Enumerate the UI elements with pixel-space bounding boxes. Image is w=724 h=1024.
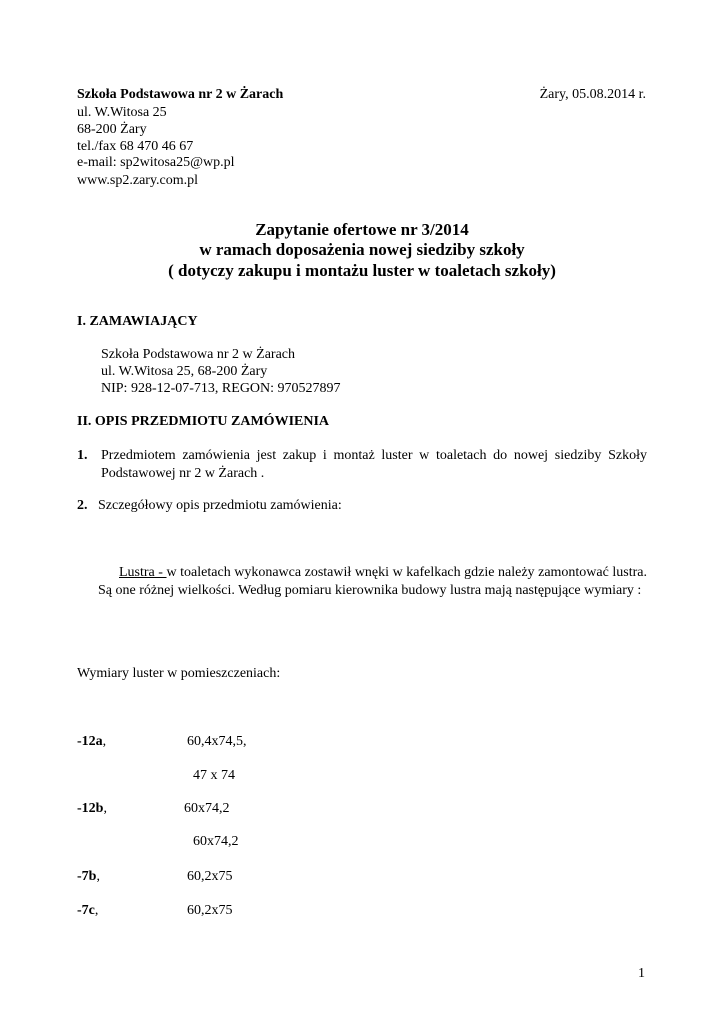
document-subtitle: w ramach doposażenia nowej siedziby szkoły <box>199 240 525 259</box>
room-suffix: , <box>96 869 100 884</box>
room-label: -12a <box>77 734 103 749</box>
dimensions-heading: Wymiary luster w pomieszczeniach: <box>77 666 281 681</box>
mirrors-paragraph <box>98 564 647 600</box>
room-suffix: , <box>103 801 107 816</box>
room-label: -12b <box>77 801 104 816</box>
sender-email: e-mail: sp2witosa25@wp.pl <box>77 155 235 170</box>
list-item-number: 1. <box>77 448 88 463</box>
dimension-value: 60,2x75 <box>187 869 233 884</box>
room-label: -7c <box>77 903 95 918</box>
dimension-value: 60x74,2 <box>184 801 230 816</box>
sender-city: 68-200 Żary <box>77 122 147 137</box>
dimension-row <box>77 868 100 886</box>
dimension-value: 60,2x75 <box>187 903 233 918</box>
sender-name: Szkoła Podstawowa nr 2 w Żarach <box>77 87 284 102</box>
document-subtitle-note: ( dotyczy zakupu i montażu luster w toaletach szkoły) <box>168 261 556 280</box>
dimension-value: 47 x 74 <box>193 768 235 783</box>
orderer-nip-regon: NIP: 928-12-07-713, REGON: 970527897 <box>101 381 341 396</box>
sender-website: www.sp2.zary.com.pl <box>77 173 199 188</box>
dimension-value: 60,4x74,5, <box>187 734 247 749</box>
mirrors-description: w toaletach wykonawca zostawił wnęki w kafelkach gdzie należy zamontować lustra. Są one różnej wielkości. Według pomiaru kierownika budowy lustra mają następujące wymiary : <box>98 565 647 598</box>
sender-street: ul. W.Witosa 25 <box>77 105 167 120</box>
dimension-row <box>77 800 107 818</box>
dimension-row <box>77 733 106 751</box>
orderer-address: ul. W.Witosa 25, 68-200 Żary <box>101 364 268 379</box>
dimension-row <box>77 902 98 920</box>
orderer-name: Szkoła Podstawowa nr 2 w Żarach <box>101 347 296 362</box>
room-suffix: , <box>102 734 107 749</box>
document-title: Zapytanie ofertowe nr 3/2014 <box>255 220 469 239</box>
mirrors-label: Lustra - <box>119 565 167 580</box>
page-number: 1 <box>638 966 645 981</box>
section-heading-orderer: I. ZAMAWIAJĄCY <box>77 314 198 329</box>
dimension-value: 60x74,2 <box>193 834 239 849</box>
room-suffix: , <box>94 903 99 918</box>
place-date: Żary, 05.08.2014 r. <box>539 87 646 102</box>
sender-phone: tel./fax 68 470 46 67 <box>77 139 194 154</box>
list-item-number: 2. <box>77 498 88 513</box>
section-heading-subject: II. OPIS PRZEDMIOTU ZAMÓWIENIA <box>77 414 330 429</box>
list-item-text: Szczegółowy opis przedmiotu zamówienia: <box>98 498 342 513</box>
list-item-text: Przedmiotem zamówienia jest zakup i montaż luster w toaletach do nowej siedziby Szkoły Podstawowej nr 2 w Żarach . <box>101 448 647 481</box>
room-label: -7b <box>77 869 97 884</box>
